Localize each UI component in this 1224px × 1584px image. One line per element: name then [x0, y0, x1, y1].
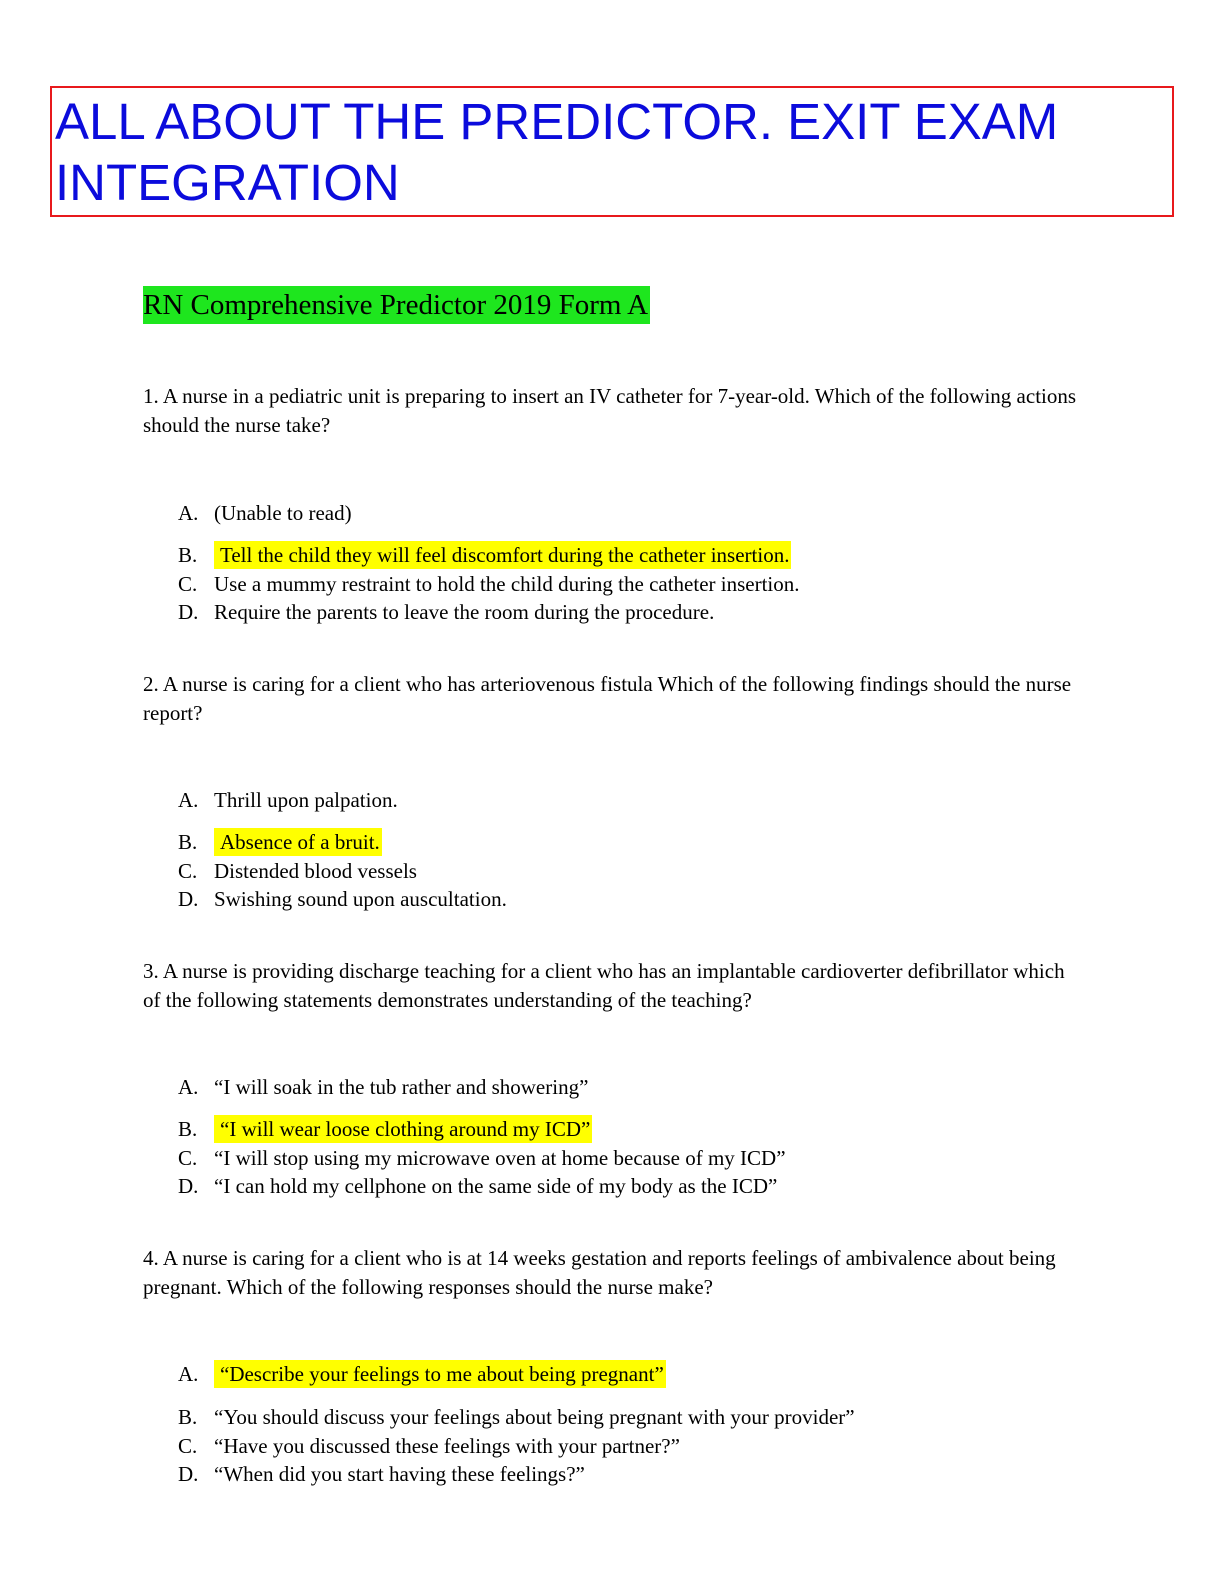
option-letter: D.	[178, 887, 199, 911]
option-text: Use a mummy restraint to hold the child during the catheter insertion.	[214, 572, 800, 596]
option-text-correct: “I will wear loose clothing around my ICD”	[214, 1115, 592, 1143]
option-3a[interactable]	[178, 1073, 588, 1101]
option-text-correct: Tell the child they will feel discomfort during the catheter insertion.	[214, 541, 791, 569]
option-letter: B.	[178, 543, 198, 567]
option-letter: A.	[178, 1362, 199, 1386]
option-text: “I can hold my cellphone on the same side of my body as the ICD”	[214, 1174, 778, 1198]
option-2b[interactable]	[178, 828, 382, 856]
option-text: Thrill upon palpation.	[214, 788, 398, 812]
option-letter: C.	[178, 572, 198, 596]
option-letter: B.	[178, 1405, 198, 1429]
option-4a[interactable]	[178, 1360, 666, 1388]
option-2c[interactable]	[178, 857, 417, 885]
option-4c[interactable]	[178, 1432, 680, 1460]
option-text: “Have you discussed these feelings with your partner?”	[214, 1434, 680, 1458]
option-4b[interactable]	[178, 1403, 855, 1431]
option-3d[interactable]	[178, 1172, 777, 1200]
question-3: 3. A nurse is providing discharge teaching for a client who has an implantable cardioverter defibrillator which of the following statements demonstrates understanding of the teaching?	[143, 959, 1065, 1012]
form-subtitle: RN Comprehensive Predictor 2019 Form A	[143, 286, 650, 324]
option-text-correct: “Describe your feelings to me about being pregnant”	[214, 1360, 666, 1388]
option-text: (Unable to read)	[214, 501, 352, 525]
option-text: “I will stop using my microwave oven at home because of my ICD”	[214, 1146, 786, 1170]
option-text: “You should discuss your feelings about being pregnant with your provider”	[214, 1405, 855, 1429]
question-1: 1. A nurse in a pediatric unit is preparing to insert an IV catheter for 7-year-old. Which of the following actions should the nurse take?	[143, 384, 1077, 437]
option-text: Swishing sound upon auscultation.	[214, 887, 507, 911]
option-4d[interactable]	[178, 1460, 585, 1488]
option-text: “When did you start having these feelings?”	[214, 1462, 585, 1486]
option-text: “I will soak in the tub rather and showering”	[214, 1075, 589, 1099]
option-letter: C.	[178, 859, 198, 883]
option-text-correct: Absence of a bruit.	[214, 828, 382, 856]
option-1b[interactable]	[178, 541, 791, 569]
question-4: 4. A nurse is caring for a client who is at 14 weeks gestation and reports feelings of ambivalence about being pregnant. Which of the following responses should the nurse make?	[143, 1246, 1056, 1299]
option-letter: D.	[178, 600, 199, 624]
title-banner	[50, 86, 1174, 217]
option-text: Distended blood vessels	[214, 859, 417, 883]
document-title: ALL ABOUT THE PREDICTOR. EXIT EXAM INTEGRATION	[55, 93, 1059, 211]
option-letter: A.	[178, 788, 199, 812]
option-1a[interactable]	[178, 499, 352, 527]
option-1c[interactable]	[178, 570, 800, 598]
option-letter: D.	[178, 1174, 199, 1198]
option-letter: A.	[178, 1075, 199, 1099]
option-1d[interactable]	[178, 598, 714, 626]
option-2a[interactable]	[178, 786, 398, 814]
option-letter: C.	[178, 1434, 198, 1458]
option-text: Require the parents to leave the room during the procedure.	[214, 600, 715, 624]
option-letter: B.	[178, 830, 198, 854]
option-3b[interactable]	[178, 1115, 592, 1143]
option-3c[interactable]	[178, 1144, 786, 1172]
option-letter: D.	[178, 1462, 199, 1486]
option-2d[interactable]	[178, 885, 507, 913]
option-letter: B.	[178, 1117, 198, 1141]
question-2: 2. A nurse is caring for a client who has arteriovenous fistula Which of the following findings should the nurse report?	[143, 672, 1072, 725]
option-letter: A.	[178, 501, 199, 525]
option-letter: C.	[178, 1146, 198, 1170]
